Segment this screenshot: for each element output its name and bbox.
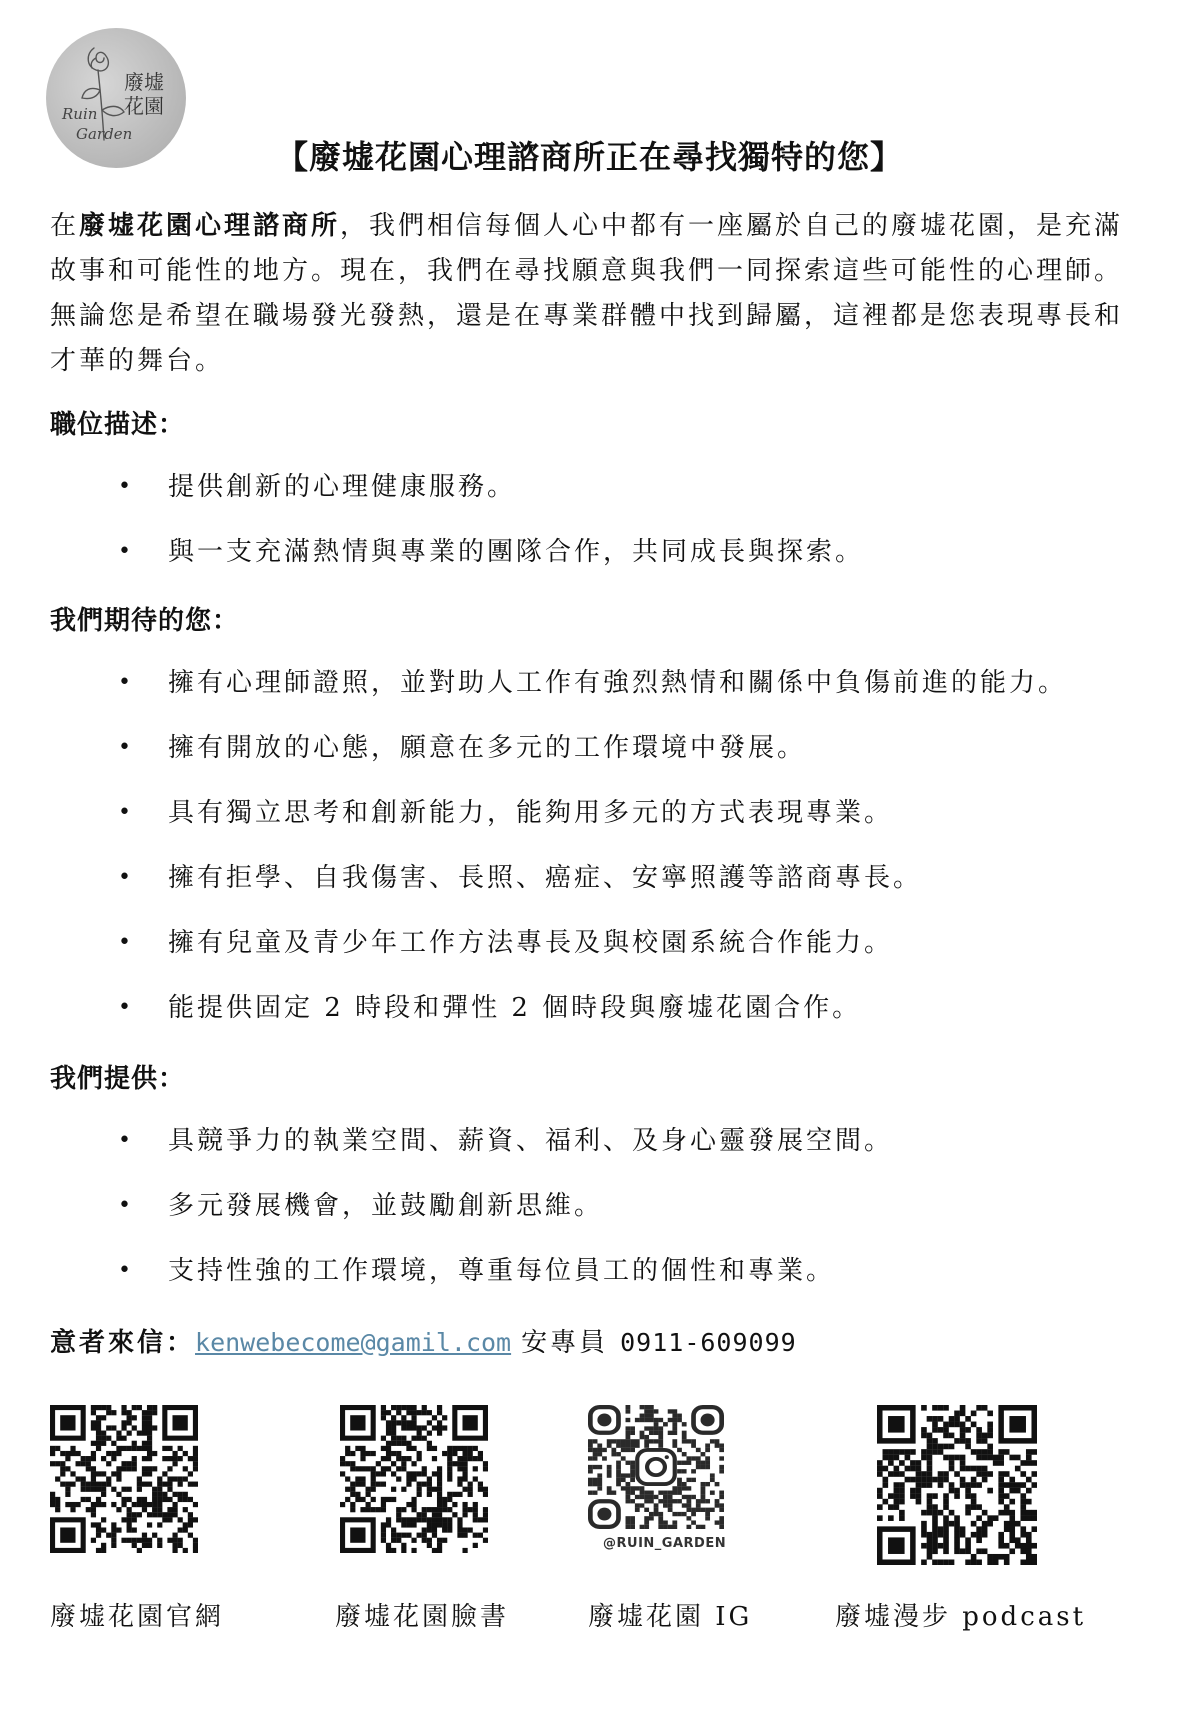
list-item-text: 提供創新的心理健康服務。 [168,472,517,502]
expectations-list [118,666,1118,1056]
list-item [118,1124,1118,1189]
job-description-list [118,470,1118,600]
website-qr-caption: 廢墟花園官網 [50,1602,225,1632]
list-item-text: 擁有拒學、自我傷害、長照、癌症、安寧照護等諮商專長。 [168,863,923,893]
list-item [118,991,1118,1056]
list-item-text: 與一支充滿熱情與專業的團隊合作，共同成長與探索。 [168,537,865,567]
offers-list [118,1124,1118,1319]
list-item-text: 具競爭力的執業空間、薪資、福利、及身心靈發展空間。 [168,1126,894,1156]
instagram-handle: @RUIN_GARDEN [603,1536,727,1551]
offers-heading: 我們提供： [50,1064,186,1094]
list-item [118,535,1118,600]
bullet-icon: • [118,865,134,890]
bullet-icon: • [118,474,134,499]
instagram-qr-caption: 廢墟花園 IG [588,1602,753,1632]
list-item-text: 支持性強的工作環境，尊重每位員工的個性和專業。 [168,1256,836,1286]
list-item [118,861,1118,926]
list-item [118,926,1118,991]
bullet-icon: • [118,995,134,1020]
bullet-icon: • [118,1193,134,1218]
org-name: 廢墟花園心理諮商所 [79,211,341,241]
list-item [118,796,1118,861]
bullet-icon: • [118,800,134,825]
list-item-text: 能提供固定 2 時段和彈性 2 個時段與廢墟花園合作。 [168,993,862,1023]
bullet-icon: • [118,1258,134,1283]
list-item-text: 擁有開放的心態，願意在多元的工作環境中發展。 [168,733,807,763]
list-item [118,731,1118,796]
bullet-icon: • [118,670,134,695]
list-item [118,1189,1118,1254]
contact-person: 安專員 [521,1328,609,1358]
email-link[interactable]: kenwebecome@gamil.com [195,1328,512,1357]
bullet-icon: • [118,735,134,760]
intro-paragraph [50,204,1135,384]
bullet-icon: • [118,1128,134,1153]
podcast-qr-caption: 廢墟漫步 podcast [835,1602,1087,1632]
expectations-heading: 我們期待的您： [50,606,240,636]
podcast-qr-code[interactable] [877,1405,1037,1565]
qr-code-image [340,1405,488,1553]
instagram-qr-code[interactable] [588,1405,724,1529]
facebook-qr-caption: 廢墟花園臉書 [335,1602,510,1632]
contact-label: 意者來信： [50,1328,196,1358]
list-item-text: 多元發展機會，並鼓勵創新思維。 [168,1191,604,1221]
website-qr-code[interactable] [50,1405,198,1553]
logo-chinese-text: 廢墟 花園 [124,70,164,118]
logo-english-text: Ruin Garden [62,105,133,143]
qr-code-image [877,1405,1037,1565]
intro-lead: 在 [50,211,80,241]
bullet-icon: • [118,930,134,955]
list-item [118,666,1118,731]
bullet-icon: • [118,539,134,564]
list-item-text: 擁有心理師證照，並對助人工作有強烈熱情和關係中負傷前進的能力。 [168,668,1068,698]
qr-code-image [50,1405,198,1553]
list-item-text: 具有獨立思考和創新能力，能夠用多元的方式表現專業。 [168,798,894,828]
list-item [118,470,1118,535]
qr-code-image [588,1405,724,1529]
facebook-qr-code[interactable] [340,1405,488,1553]
list-item [118,1254,1118,1319]
page-title: 【廢墟花園心理諮商所正在尋找獨特的您】 [275,138,903,176]
contact-phone: 0911-609099 [620,1328,797,1357]
job-description-heading: 職位描述： [50,410,186,440]
intro-body: ，我們相信每個人心中都有一座屬於自己的廢墟花園，是充滿故事和可能性的地方。現在，我們在尋找願意與我們一同探索這些可能性的心理師。無論您是希望在職場發光發熱，還是在專業群體中找到歸屬，這裡都是您表現專長和才華的舞台。 [50,211,1124,376]
list-item-text: 擁有兒童及青少年工作方法專長及與校園系統合作能力。 [168,928,894,958]
contact-line [50,1322,797,1359]
